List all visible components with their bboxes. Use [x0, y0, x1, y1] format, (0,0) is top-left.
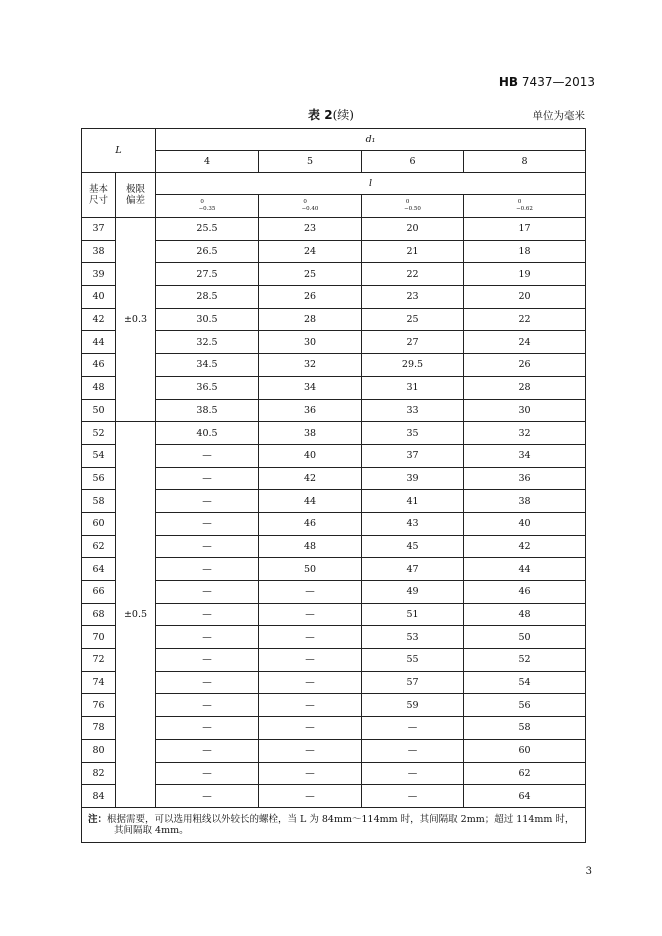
length-value-cell: — [259, 717, 362, 740]
table-row [82, 354, 586, 377]
length-value-cell: — [259, 671, 362, 694]
length-value-cell: 27 [362, 331, 464, 354]
length-value-cell: — [156, 603, 259, 626]
length-value-cell: 22 [464, 308, 586, 331]
length-value-cell: — [259, 603, 362, 626]
length-value-cell: 42 [464, 535, 586, 558]
basic-size-cell: 56 [82, 467, 116, 490]
basic-size-cell: 38 [82, 240, 116, 263]
basic-size-cell: 46 [82, 354, 116, 377]
length-value-cell: 26.5 [156, 240, 259, 263]
length-value-cell: 33 [362, 399, 464, 422]
basic-size-cell: 82 [82, 762, 116, 785]
basic-size-cell: 58 [82, 490, 116, 513]
table-row [82, 626, 586, 649]
length-value-cell: — [156, 762, 259, 785]
length-value-cell: 58 [464, 717, 586, 740]
basic-size-cell: 39 [82, 263, 116, 286]
length-value-cell: 40 [464, 512, 586, 535]
length-value-cell: 32.5 [156, 331, 259, 354]
tolerance-cell: 0 −0.40 [259, 195, 362, 218]
length-value-cell: — [156, 535, 259, 558]
length-value-cell: 34 [259, 376, 362, 399]
length-value-cell: 25 [362, 308, 464, 331]
length-value-cell: — [156, 671, 259, 694]
d1-value: 6 [362, 151, 464, 173]
length-value-cell: 39 [362, 467, 464, 490]
length-value-cell: 36.5 [156, 376, 259, 399]
header-l: l [156, 173, 586, 195]
length-value-cell: — [259, 581, 362, 604]
d1-value: 4 [156, 151, 259, 173]
table-row [82, 422, 586, 445]
basic-size-cell: 72 [82, 649, 116, 672]
length-value-cell: 40 [259, 444, 362, 467]
length-value-cell: 25.5 [156, 218, 259, 241]
length-value-cell: — [156, 785, 259, 808]
length-value-cell: 64 [464, 785, 586, 808]
tolerance-cell: 0 −0.35 [156, 195, 259, 218]
table-row [82, 512, 586, 535]
table-row [82, 376, 586, 399]
table-row [82, 331, 586, 354]
length-value-cell: 44 [464, 558, 586, 581]
length-value-cell: 31 [362, 376, 464, 399]
length-value-cell: 50 [259, 558, 362, 581]
length-value-cell: 40.5 [156, 422, 259, 445]
length-value-cell: — [156, 581, 259, 604]
basic-size-cell: 70 [82, 626, 116, 649]
length-value-cell: 53 [362, 626, 464, 649]
length-value-cell: 34 [464, 444, 586, 467]
length-value-cell: — [362, 762, 464, 785]
length-value-cell: 26 [464, 354, 586, 377]
table-row [82, 603, 586, 626]
length-value-cell: 29.5 [362, 354, 464, 377]
standard-prefix: HB [498, 75, 519, 89]
unit-note: 单位为毫米 [532, 110, 585, 122]
length-value-cell: 32 [464, 422, 586, 445]
length-value-cell: — [156, 717, 259, 740]
length-value-cell: 51 [362, 603, 464, 626]
length-value-cell: 18 [464, 240, 586, 263]
standard-number [499, 75, 595, 89]
length-value-cell: 47 [362, 558, 464, 581]
length-value-cell: 42 [259, 467, 362, 490]
note-text-line1: 根据需要，可以选用粗线以外较长的螺栓，当 L 为 84mm～114mm 时，其间隔取 2mm；超过 114mm 时， [107, 813, 575, 825]
basic-size-cell: 68 [82, 603, 116, 626]
table-row [82, 444, 586, 467]
length-value-cell: 46 [259, 512, 362, 535]
length-value-cell: — [156, 739, 259, 762]
length-value-cell: 50 [464, 626, 586, 649]
length-value-cell: 24 [259, 240, 362, 263]
table-row [82, 240, 586, 263]
header-row-d1 [82, 129, 586, 151]
length-value-cell: — [156, 512, 259, 535]
length-value-cell: 52 [464, 649, 586, 672]
basic-size-cell: 40 [82, 286, 116, 309]
length-value-cell: 34.5 [156, 354, 259, 377]
length-value-cell: — [156, 649, 259, 672]
length-value-cell: — [259, 785, 362, 808]
length-value-cell: — [259, 694, 362, 717]
length-value-cell: 41 [362, 490, 464, 513]
length-value-cell: 43 [362, 512, 464, 535]
basic-size-cell: 80 [82, 739, 116, 762]
table-row [82, 739, 586, 762]
table-row [82, 218, 586, 241]
basic-size-cell: 74 [82, 671, 116, 694]
table-row [82, 649, 586, 672]
basic-size-cell: 76 [82, 694, 116, 717]
length-value-cell: — [259, 739, 362, 762]
length-value-cell: 55 [362, 649, 464, 672]
length-value-cell: — [259, 649, 362, 672]
header-L: L [82, 129, 156, 173]
length-value-cell: 27.5 [156, 263, 259, 286]
length-value-cell: 17 [464, 218, 586, 241]
basic-size-cell: 62 [82, 535, 116, 558]
length-value-cell: 44 [259, 490, 362, 513]
deviation-cell: ±0.3 [116, 218, 156, 422]
table-row [82, 581, 586, 604]
length-value-cell: — [259, 626, 362, 649]
length-value-cell: 48 [259, 535, 362, 558]
length-value-cell: — [156, 490, 259, 513]
tolerance-cell: 0 −0.50 [362, 195, 464, 218]
basic-size-cell: 60 [82, 512, 116, 535]
table-row [82, 399, 586, 422]
length-value-cell: 23 [259, 218, 362, 241]
table-row [82, 308, 586, 331]
length-value-cell: 54 [464, 671, 586, 694]
length-value-cell: 37 [362, 444, 464, 467]
basic-size-cell: 54 [82, 444, 116, 467]
length-value-cell: — [156, 467, 259, 490]
length-value-cell: — [362, 739, 464, 762]
basic-size-cell: 48 [82, 376, 116, 399]
table-note [82, 807, 586, 842]
table-row [82, 535, 586, 558]
length-value-cell: — [259, 762, 362, 785]
length-value-cell: — [362, 717, 464, 740]
page-number: 3 [585, 866, 592, 877]
note-label: 注： [88, 813, 108, 825]
table-row [82, 694, 586, 717]
length-value-cell: 22 [362, 263, 464, 286]
length-value-cell: 26 [259, 286, 362, 309]
d1-value: 5 [259, 151, 362, 173]
length-value-cell: 60 [464, 739, 586, 762]
note-row [82, 807, 586, 842]
length-value-cell: 28.5 [156, 286, 259, 309]
tolerance-cell: 0 −0.62 [464, 195, 586, 218]
header-deviation: 极限 偏差 [116, 173, 156, 218]
length-value-cell: 38.5 [156, 399, 259, 422]
length-value-cell: 49 [362, 581, 464, 604]
length-value-cell: 62 [464, 762, 586, 785]
length-value-cell: 19 [464, 263, 586, 286]
basic-size-cell: 78 [82, 717, 116, 740]
table-row [82, 558, 586, 581]
length-value-cell: 30.5 [156, 308, 259, 331]
table-row [82, 717, 586, 740]
table-caption-suffix: (续) [332, 108, 354, 122]
length-value-cell: 57 [362, 671, 464, 694]
length-value-cell: — [362, 785, 464, 808]
length-value-cell: — [156, 444, 259, 467]
basic-size-cell: 42 [82, 308, 116, 331]
basic-size-cell: 37 [82, 218, 116, 241]
length-value-cell: 23 [362, 286, 464, 309]
header-d1: d₁ [156, 129, 586, 151]
length-value-cell: — [156, 626, 259, 649]
basic-size-cell: 66 [82, 581, 116, 604]
length-value-cell: 20 [362, 218, 464, 241]
header-row-d1-values [82, 151, 586, 173]
table-row [82, 671, 586, 694]
length-value-cell: 59 [362, 694, 464, 717]
d1-value: 8 [464, 151, 586, 173]
length-value-cell: 24 [464, 331, 586, 354]
basic-size-cell: 44 [82, 331, 116, 354]
length-value-cell: 46 [464, 581, 586, 604]
length-value-cell: 45 [362, 535, 464, 558]
length-value-cell: 48 [464, 603, 586, 626]
length-value-cell: 25 [259, 263, 362, 286]
basic-size-cell: 50 [82, 399, 116, 422]
basic-size-cell: 84 [82, 785, 116, 808]
header-row-l [82, 173, 586, 195]
length-value-cell: 28 [464, 376, 586, 399]
note-text-line2: 其间隔取 4mm。 [114, 824, 189, 836]
standard-code: 7437—2013 [521, 75, 595, 89]
length-value-cell: 36 [259, 399, 362, 422]
deviation-cell: ±0.5 [116, 422, 156, 808]
table-row [82, 762, 586, 785]
table-label: 表 2 [308, 108, 333, 122]
length-value-cell: 38 [464, 490, 586, 513]
length-value-cell: 30 [464, 399, 586, 422]
length-value-cell: 32 [259, 354, 362, 377]
table-row [82, 467, 586, 490]
header-basic-size: 基本 尺寸 [82, 173, 116, 218]
table-row [82, 490, 586, 513]
length-value-cell: 28 [259, 308, 362, 331]
length-value-cell: — [156, 694, 259, 717]
length-value-cell: 20 [464, 286, 586, 309]
table-row [82, 286, 586, 309]
length-value-cell: 38 [259, 422, 362, 445]
table-row [82, 263, 586, 286]
header-row-tolerance [82, 195, 586, 218]
table-row [82, 785, 586, 808]
length-value-cell: 30 [259, 331, 362, 354]
length-value-cell: 36 [464, 467, 586, 490]
length-value-cell: 35 [362, 422, 464, 445]
length-value-cell: 56 [464, 694, 586, 717]
basic-size-cell: 64 [82, 558, 116, 581]
length-value-cell: 21 [362, 240, 464, 263]
dimension-table [81, 128, 586, 843]
basic-size-cell: 52 [82, 422, 116, 445]
length-value-cell: — [156, 558, 259, 581]
